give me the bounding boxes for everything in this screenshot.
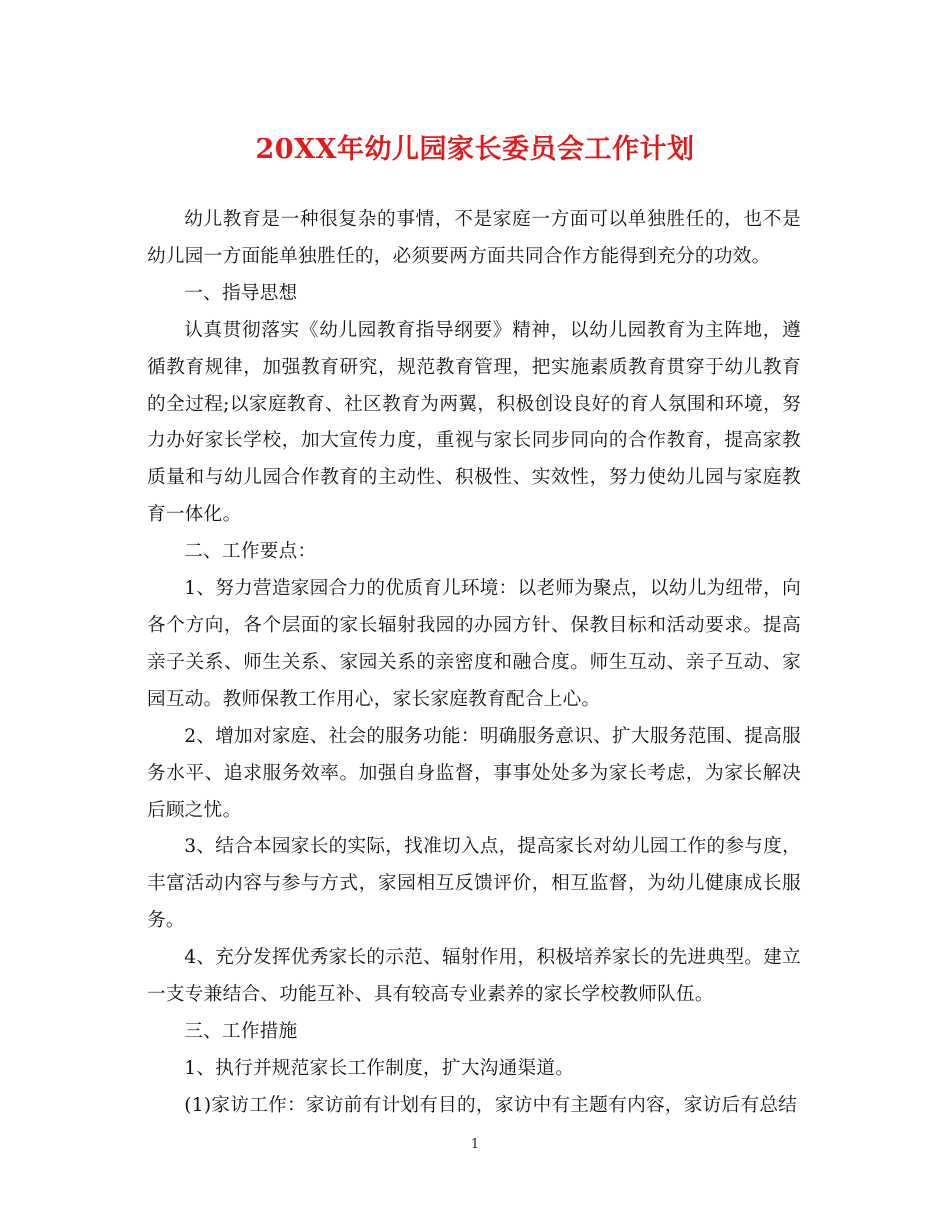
section-heading-guiding-thought: 一、指导思想: [184, 282, 298, 304]
section-heading-work-measures: 三、工作措施: [184, 1020, 298, 1042]
measure-1-home-visit: (1)家访工作：家访前有计划有目的，家访中有主题有内容，家访后有总结: [184, 1094, 798, 1116]
work-point-1: 1、努力营造家园合力的优质育儿环境：以老师为聚点，以幼儿为纽带，向各个方向，各个层面的家长辐射我园的办园方针、保教目标和活动要求。提高亲子关系、师生关系、家园关系的亲密度和融合度。师生互动、亲子互动、家园互动。教师保教工作用心，家长家庭教育配合上心。: [147, 578, 801, 710]
intro-paragraph: 幼儿教育是一种很复杂的事情，不是家庭一方面可以单独胜任的，也不是幼儿园一方面能单独胜任的，必须要两方面共同合作方能得到充分的功效。: [147, 209, 801, 267]
guiding-thought-paragraph: 认真贯彻落实《幼儿园教育指导纲要》精神，以幼儿园教育为主阵地，遵循教育规律，加强教育研究，规范教育管理，把实施素质教育贯穿于幼儿教育的全过程;以家庭教育、社区教育为两翼，积极创设良好的育人氛围和环境，努力办好家长学校，加大宣传力度，重视与家长同步同向的合作教育，提高家教质量和与幼儿园合作教育的主动性、积极性、实效性，努力使幼儿园与家庭教育一体化。: [147, 319, 801, 526]
document-title: 20XX年幼儿园家长委员会工作计划: [255, 134, 695, 165]
work-point-3: 3、结合本园家长的实际，找准切入点，提高家长对幼儿园工作的参与度，丰富活动内容与参与方式，家园相互反馈评价，相互监督，为幼儿健康成长服务。: [147, 836, 801, 932]
work-point-2: 2、增加对家庭、社会的服务功能：明确服务意识、扩大服务范围、提高服务水平、追求服务效率。加强自身监督，事事处处多为家长考虑，为家长解决后顾之忧。: [147, 725, 801, 821]
document-body: [147, 202, 801, 1125]
section-heading-work-points: 二、工作要点：: [184, 541, 317, 563]
measure-1: 1、执行并规范家长工作制度，扩大沟通渠道。: [184, 1057, 575, 1079]
page-number: 1: [470, 1137, 480, 1152]
work-point-4: 4、充分发挥优秀家长的示范、辐射作用，积极培养家长的先进典型。建立一支专兼结合、功能互补、具有较高专业素养的家长学校教师队伍。: [147, 947, 801, 1006]
